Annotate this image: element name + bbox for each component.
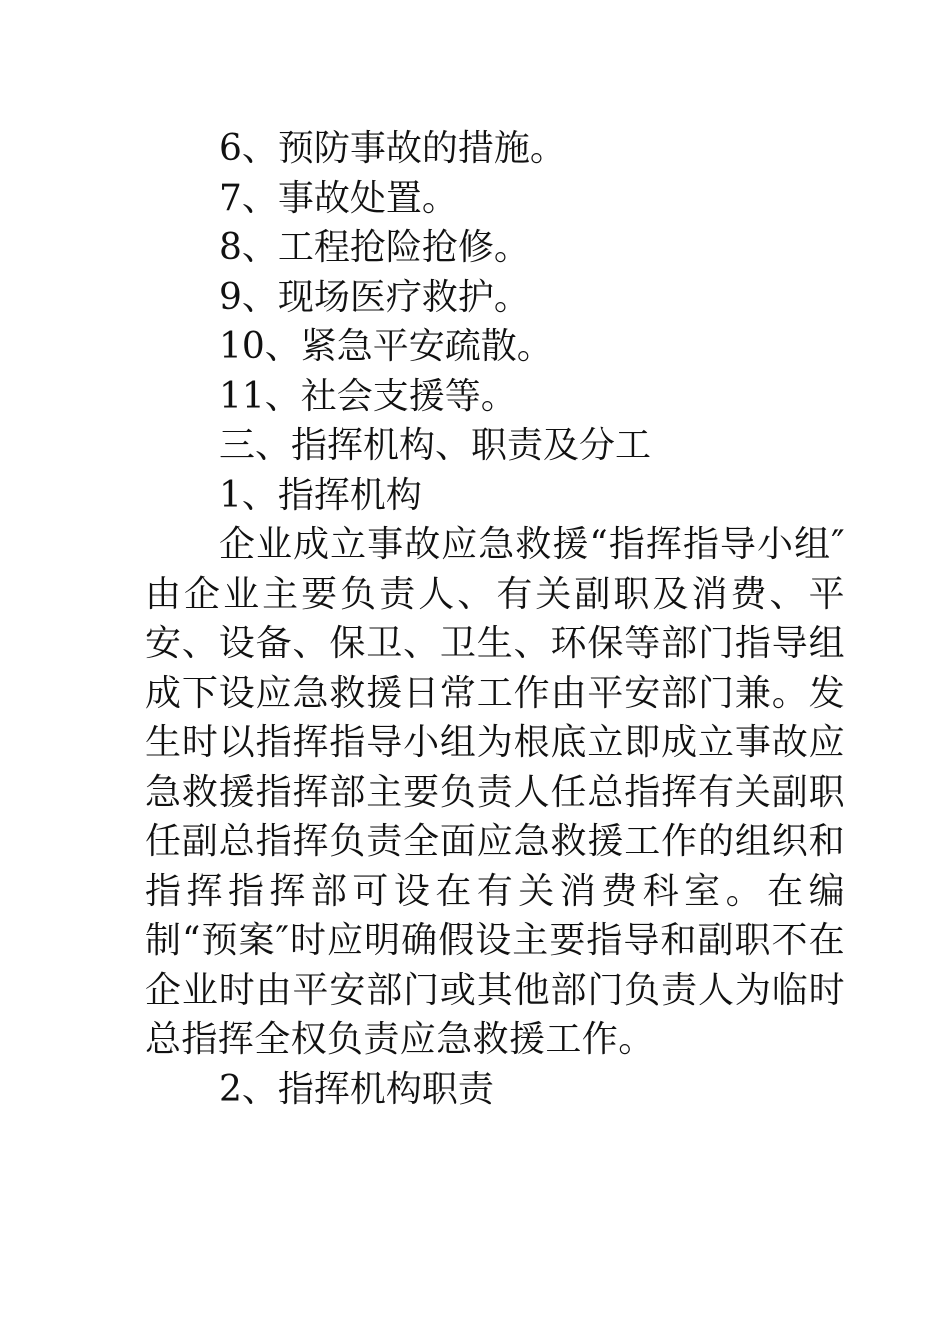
body-paragraph: 企业成立事故应急救援“指挥指导小组″由企业主要负责人、有关副职及消费、平安、设备、保卫、卫生、环保等部门指导组成下设应急救援日常工作由平安部门兼。发生时以指挥指导小组为根底立即成立事故应急救援指挥部主要负责人任总指挥有关副职任副总指挥负责全面应急救援工作的组织和指挥指挥部可设在有关消费科室。在编制“预案″时应明确假设主要指导和副职不在企业时由平安部门或其他部门负责人为临时总指挥全权负责应急救援工作。 bbox=[145, 524, 845, 1060]
document-body bbox=[145, 124, 845, 1114]
list-item: 8、工程抢险抢修。 bbox=[219, 227, 530, 268]
list-item: 11、社会支援等。 bbox=[219, 375, 517, 417]
list-item: 6、预防事故的措施。 bbox=[219, 128, 566, 169]
list-item: 9、现场医疗救护。 bbox=[219, 276, 530, 318]
list-item: 7、事故处置。 bbox=[219, 177, 458, 219]
list-item: 10、紧急平安疏散。 bbox=[219, 326, 553, 367]
subsection-heading: 1、指挥机构 bbox=[219, 474, 422, 516]
subsection-heading: 2、指挥机构职责 bbox=[219, 1068, 494, 1110]
section-heading: 三、指挥机构、职责及分工 bbox=[219, 425, 652, 466]
